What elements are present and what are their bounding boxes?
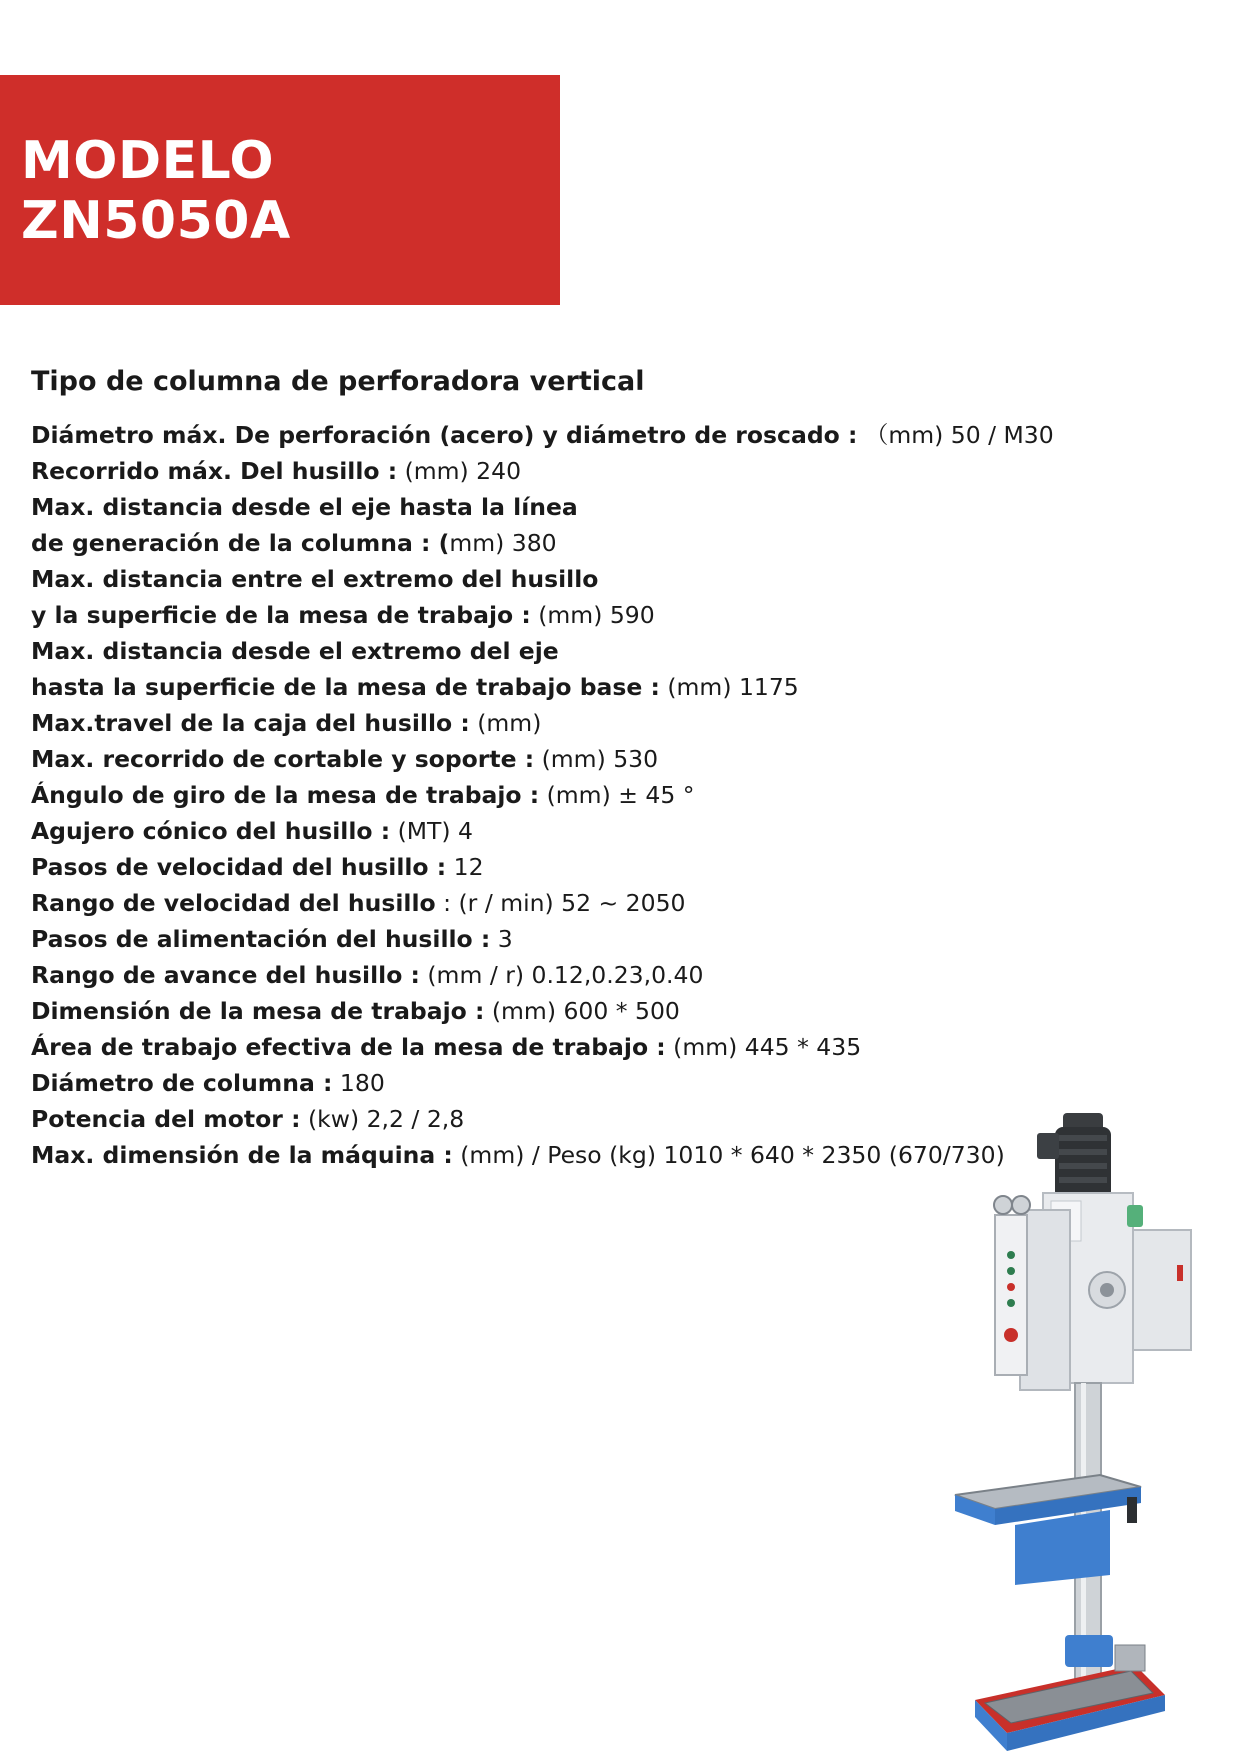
spec-row (31, 1065, 1054, 1101)
spec-label: Max. dimensión de la máquina : (31, 1141, 453, 1169)
spec-value: （mm) 50 / M30 (857, 421, 1054, 449)
spec-row (31, 525, 1054, 561)
title-banner (0, 75, 560, 305)
spec-row (31, 849, 1054, 885)
spec-value: 12 (446, 853, 484, 881)
spec-row (31, 597, 1054, 633)
spec-label: Diámetro máx. De perforación (acero) y diámetro de roscado : (31, 421, 858, 449)
machine-base (975, 1635, 1165, 1751)
spec-value: (mm) ± 45 ° (539, 781, 695, 809)
spec-label: y la superficie de la mesa de trabajo : (31, 601, 531, 629)
work-table (955, 1475, 1141, 1585)
spec-value: (mm) 590 (530, 601, 655, 629)
control-panel (994, 1196, 1030, 1375)
spec-label: Rango de avance del husillo : (31, 961, 420, 989)
spec-row (31, 885, 1054, 921)
spec-row (31, 453, 1054, 489)
spindle-head (1020, 1193, 1191, 1390)
spec-value: (mm) 1175 (659, 673, 799, 701)
spec-row (31, 813, 1054, 849)
spec-value: 180 (332, 1069, 385, 1097)
motor (1037, 1113, 1111, 1199)
spec-list (31, 417, 1054, 1173)
spec-label: Max. distancia desde el eje hasta la línea (31, 493, 578, 521)
spec-label: Diámetro de columna : (31, 1069, 333, 1097)
spec-value: (mm) (469, 709, 542, 737)
spec-label: Pasos de alimentación del husillo : (31, 925, 491, 953)
subtitle: Tipo de columna de perforadora vertical (31, 366, 645, 397)
spec-label: Pasos de velocidad del husillo : (31, 853, 447, 881)
spec-value: (mm) 445 * 435 (665, 1033, 862, 1061)
drilling-machine-image (895, 1105, 1241, 1755)
spec-label: hasta la superficie de la mesa de trabajo base : (31, 673, 660, 701)
spec-row (31, 417, 1054, 453)
spec-label: Max.travel de la caja del husillo : (31, 709, 470, 737)
spec-value: : (r / min) 52 ~ 2050 (435, 889, 686, 917)
spec-label: Agujero cónico del husillo : (31, 817, 391, 845)
spec-label: Rango de velocidad del husillo (31, 889, 436, 917)
spec-row (31, 489, 1054, 525)
spec-row (31, 705, 1054, 741)
spec-label: Recorrido máx. Del husillo : (31, 457, 398, 485)
spec-row (31, 921, 1054, 957)
spec-row (31, 777, 1054, 813)
spec-row (31, 561, 1054, 597)
spec-row (31, 1029, 1054, 1065)
spec-row (31, 633, 1054, 669)
spec-value: mm) 380 (449, 529, 557, 557)
spec-row (31, 957, 1054, 993)
spec-value: (mm) 240 (397, 457, 522, 485)
spec-row (31, 741, 1054, 777)
spec-row (31, 669, 1054, 705)
spec-label: Max. distancia entre el extremo del husillo (31, 565, 599, 593)
spec-value: (mm / r) 0.12,0.23,0.40 (419, 961, 704, 989)
spec-value: 3 (490, 925, 513, 953)
spec-label: de generación de la columna : ( (31, 529, 450, 557)
spec-label: Dimensión de la mesa de trabajo : (31, 997, 485, 1025)
spec-label: Max. recorrido de cortable y soporte : (31, 745, 535, 773)
spec-label: Área de trabajo efectiva de la mesa de trabajo : (31, 1033, 666, 1061)
spec-value: (mm) 530 (534, 745, 659, 773)
spec-label: Ángulo de giro de la mesa de trabajo : (31, 781, 540, 809)
spec-label: Potencia del motor : (31, 1105, 301, 1133)
spec-value: (kw) 2,2 / 2,8 (300, 1105, 465, 1133)
page-title: MODELO ZN5050A (21, 131, 291, 251)
spec-label: Max. distancia desde el extremo del eje (31, 637, 559, 665)
spec-value: (mm) 600 * 500 (484, 997, 680, 1025)
spec-row (31, 993, 1054, 1029)
spec-value: (MT) 4 (390, 817, 473, 845)
spec-value: (mm) / Peso (kg) 1010 * 640 * 2350 (670/730) (452, 1141, 1005, 1169)
